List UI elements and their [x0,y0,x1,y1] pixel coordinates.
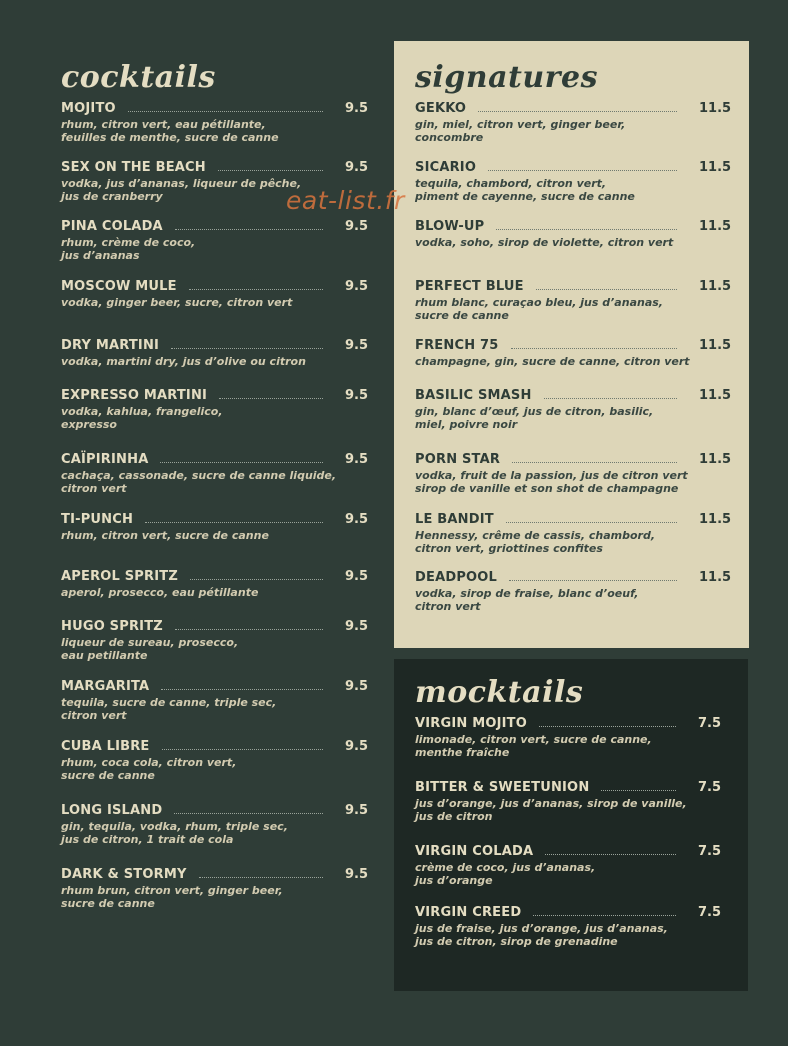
dotted-leader [175,229,323,230]
dotted-leader [509,580,677,581]
menu-item-description: gin, blanc d’œuf, jus de citron, basilic, miel, poivre noir [415,405,654,431]
menu-item-name: BLOW-UP [415,219,485,234]
menu-item-description: gin, tequila, vodka, rhum, triple sec, jus de citron, 1 trait de cola [61,820,288,846]
menu-item-name: FRENCH 75 [415,338,499,353]
menu-item [61,866,367,910]
menu-item-name: PORN STAR [415,452,501,467]
menu-item-name: SEX ON THE BEACH [61,160,206,175]
dotted-leader [189,289,323,290]
dotted-leader [160,462,323,463]
dotted-leader [145,522,323,523]
menu-item-description: tequila, sucre de canne, triple sec, citron vert [61,696,277,722]
menu-item-name: HUGO SPRITZ [61,619,163,634]
menu-item-price: 7.5 [698,716,722,731]
menu-item-description: cachaça, cassonade, sucre de canne liquide, citron vert [61,469,337,495]
menu-item-name: VIRGIN MOJITO [415,716,528,731]
menu-item-name: PERFECT BLUE [415,279,524,294]
menu-item-header [415,451,732,468]
dotted-leader [175,629,323,630]
menu-item-description: rhum, coca cola, citron vert, sucre de canne [61,756,237,782]
dotted-leader [218,170,323,171]
dotted-leader [544,398,677,399]
menu-item-name: MARGARITA [61,679,150,694]
menu-item-header [61,451,367,468]
menu-item-description: aperol, prosecco, eau pétillante [61,586,259,599]
signatures-title: signatures [415,60,598,95]
menu-item-description: Hennessy, crême de cassis, chambord, citron vert, griottines confites [415,529,656,555]
menu-item-header [415,218,732,235]
mocktails-section [394,659,748,991]
dotted-leader [128,111,323,112]
menu-item [61,618,367,662]
menu-item-header [415,337,732,354]
menu-item-price: 9.5 [345,219,369,234]
menu-item-header [415,387,732,404]
menu-item-description: vodka, ginger beer, sucre, citron vert [61,296,293,309]
menu-item-price: 9.5 [345,279,369,294]
dotted-leader [506,522,677,523]
menu-item-header [415,843,720,860]
menu-item-price: 9.5 [345,452,369,467]
menu-item-name: EXPRESSO MARTINI [61,388,208,403]
menu-item [415,387,732,431]
menu-item-price: 11.5 [699,338,732,353]
menu-item-price: 9.5 [345,739,369,754]
menu-item-price: 7.5 [698,905,722,920]
menu-item-price: 9.5 [345,388,369,403]
menu-item-description: vodka, kahlua, frangelico, expresso [61,405,223,431]
menu-item-header [415,779,720,796]
menu-item-name: LE BANDIT [415,512,494,527]
menu-item [415,779,720,823]
menu-item-price: 9.5 [345,160,369,175]
menu-item-name: TI-PUNCH [61,512,134,527]
menu-item-header [61,618,367,635]
menu-item [61,511,367,542]
dotted-leader [219,398,323,399]
menu-item-header [61,100,367,117]
menu-item [415,337,732,368]
menu-item [61,802,367,846]
menu-item-header [61,159,367,176]
menu-item-description: vodka, fruit de la passion, jus de citron vert sirop de vanille et son shot de champagne [415,469,688,495]
menu-item-price: 9.5 [345,679,369,694]
menu-item-header [61,387,367,404]
menu-item-description: rhum, citron vert, sucre de canne [61,529,269,542]
menu-item-price: 11.5 [699,512,732,527]
dotted-leader [496,229,677,230]
menu-item-header [415,278,732,295]
dotted-leader [174,813,323,814]
menu-item-header [61,218,367,235]
menu-item-header [415,511,732,528]
menu-item-description: limonade, citron vert, sucre de canne, menthe fraîche [415,733,652,759]
dotted-leader [161,689,323,690]
dotted-leader [478,111,677,112]
menu-item-price: 11.5 [699,101,732,116]
menu-item-price: 11.5 [699,279,732,294]
menu-item [415,451,732,495]
watermark-logo: eat-list.fr [286,186,405,215]
dotted-leader [511,348,678,349]
menu-item [415,569,732,613]
dotted-leader [533,915,676,916]
dotted-leader [601,790,676,791]
menu-item [61,738,367,782]
menu-item-header [415,904,720,921]
menu-item-header [61,337,367,354]
menu-item-name: CUBA LIBRE [61,739,150,754]
menu-item-price: 11.5 [699,160,732,175]
menu-item-description: vodka, soho, sirop de violette, citron vert [415,236,674,249]
menu-item-name: DEADPOOL [415,570,498,585]
menu-item-description: crème de coco, jus d’ananas, jus d’orange [415,861,596,887]
menu-item-name: MOJITO [61,101,116,116]
menu-item-price: 7.5 [698,844,722,859]
menu-item-header [61,678,367,695]
menu-item [61,387,367,431]
menu-item-description: rhum, crème de coco, jus d’ananas [61,236,196,262]
menu-item-description: tequila, chambord, citron vert, piment de cayenne, sucre de canne [415,177,635,203]
menu-item-price: 7.5 [698,780,722,795]
menu-item-price: 9.5 [345,512,369,527]
menu-item-name: APEROL SPRITZ [61,569,178,584]
menu-item-description: rhum brun, citron vert, ginger beer, sucre de canne [61,884,283,910]
menu-item-header [415,715,720,732]
menu-item-name: DARK & STORMY [61,867,187,882]
menu-item [61,568,367,599]
signatures-section [394,41,749,648]
menu-item [61,451,367,495]
menu-item-price: 9.5 [345,101,369,116]
menu-item-header [61,866,367,883]
menu-item [415,843,720,887]
dotted-leader [539,726,676,727]
menu-item [415,159,732,203]
menu-item-name: GEKKO [415,101,467,116]
dotted-leader [199,877,323,878]
menu-item-description: rhum, citron vert, eau pétillante, feuilles de menthe, sucre de canne [61,118,279,144]
menu-item-price: 9.5 [345,338,369,353]
menu-item-header [415,159,732,176]
menu-item-name: LONG ISLAND [61,803,163,818]
dotted-leader [488,170,677,171]
menu-item-price: 11.5 [699,570,732,585]
menu-item-name: BASILIC SMASH [415,388,532,403]
menu-item-description: liqueur de sureau, prosecco, eau petillante [61,636,239,662]
menu-item-description: vodka, martini dry, jus d’olive ou citron [61,355,306,368]
menu-item [61,100,367,144]
menu-item-name: SICARIO [415,160,477,175]
menu-item-header [61,278,367,295]
menu-item-header [415,100,732,117]
menu-item-description: vodka, jus d’ananas, liqueur de pêche, jus de cranberry [61,177,302,203]
menu-item-name: PINA COLADA [61,219,163,234]
menu-item-name: BITTER & SWEETUNION [415,780,590,795]
menu-item-header [415,569,732,586]
dotted-leader [545,854,676,855]
menu-item-header [61,568,367,585]
menu-item-name: VIRGIN COLADA [415,844,534,859]
menu-item-price: 9.5 [345,619,369,634]
menu-item-price: 9.5 [345,569,369,584]
dotted-leader [171,348,323,349]
dotted-leader [536,289,677,290]
menu-item-description: vodka, sirop de fraise, blanc d’oeuf, citron vert [415,587,639,613]
menu-item-name: MOSCOW MULE [61,279,177,294]
mocktails-title: mocktails [415,675,584,710]
menu-item-description: jus de fraise, jus d’orange, jus d’ananas, jus de citron, sirop de grenadine [415,922,668,948]
menu-item-name: DRY MARTINI [61,338,160,353]
dotted-leader [512,462,677,463]
menu-item [415,904,720,948]
menu-item-description: champagne, gin, sucre de canne, citron vert [415,355,690,368]
menu-item [61,678,367,722]
menu-item-price: 9.5 [345,803,369,818]
menu-item [61,218,367,262]
menu-item [415,100,732,144]
menu-item-price: 11.5 [699,219,732,234]
menu-item-price: 9.5 [345,867,369,882]
menu-item-description: jus d’orange, jus d’ananas, sirop de vanille, jus de citron [415,797,687,823]
menu-item [415,511,732,555]
dotted-leader [190,579,323,580]
menu-item [415,278,732,322]
cocktails-title: cocktails [61,60,216,95]
menu-item [61,337,367,368]
menu-item-header [61,511,367,528]
menu-item-description: gin, miel, citron vert, ginger beer, concombre [415,118,626,144]
menu-item-description: rhum blanc, curaçao bleu, jus d’ananas, sucre de canne [415,296,663,322]
menu-item-name: CAÏPIRINHA [61,452,149,467]
dotted-leader [162,749,323,750]
menu-item [415,218,732,249]
menu-item-header [61,802,367,819]
menu-item [415,715,720,759]
menu-item-header [61,738,367,755]
menu-item-name: VIRGIN CREED [415,905,522,920]
menu-item-price: 11.5 [699,452,732,467]
menu-item [61,278,367,309]
menu-item-price: 11.5 [699,388,732,403]
